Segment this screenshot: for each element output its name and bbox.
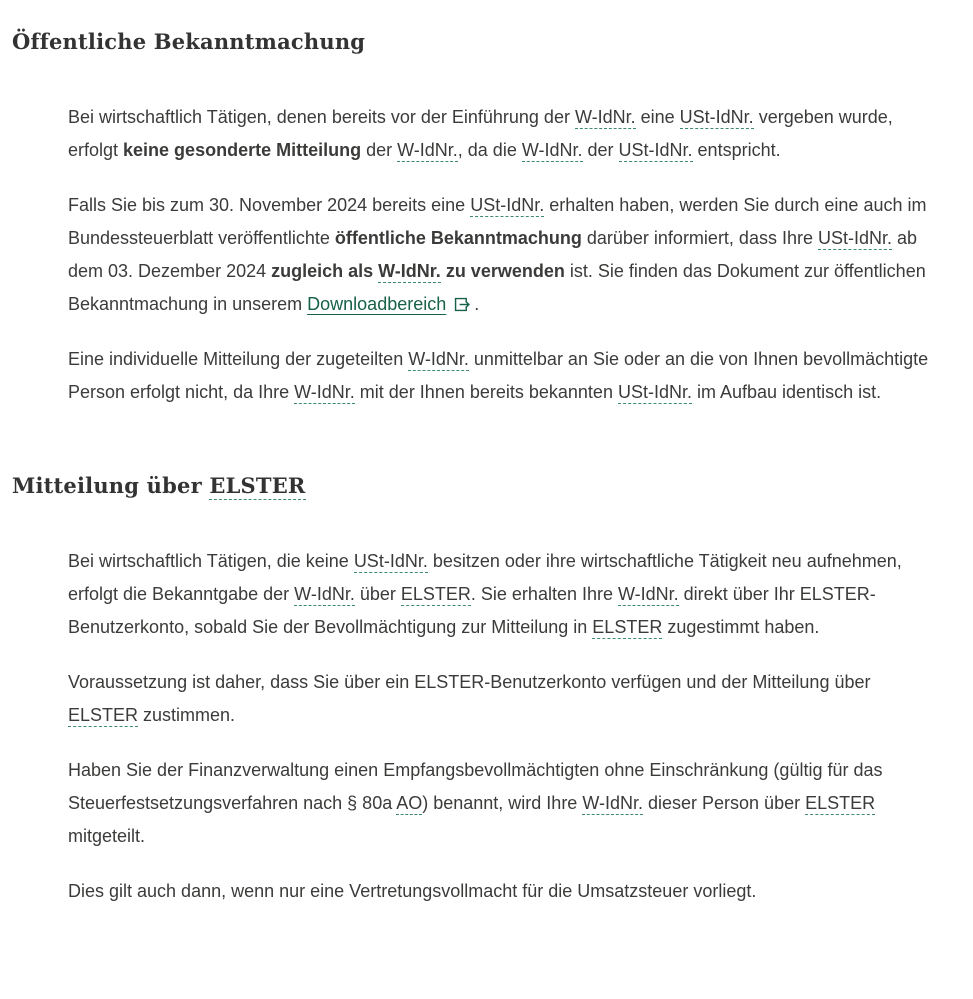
text-run: eine (635, 107, 680, 127)
abbr-ao: AO (396, 793, 423, 813)
abbr-w-idnr: W-IdNr. (521, 140, 583, 160)
section-heading-mitteilung-ueber-elster (12, 473, 947, 499)
text-run: mit der Ihnen bereits bekannten (354, 382, 618, 402)
text-run: erhalten haben, werden Sie durch eine auch im Bundessteuerblatt veröffentlichte (68, 195, 927, 248)
text-run: Voraussetzung ist daher, dass Sie über ein ELSTER-Benutzerkonto verfügen und der Mitteilung über (68, 672, 871, 692)
text-run: öffentliche Bekanntmachung (334, 228, 582, 248)
section-oeffentliche-bekanntmachung (12, 29, 947, 409)
paragraph (68, 666, 945, 732)
abbr-ust-idnr: USt-IdNr. (617, 382, 692, 402)
abbr-elster: ELSTER (68, 705, 139, 725)
text-run: besitzen oder ihre wirtschaftliche Tätigkeit neu aufnehmen, erfolgt die Bekanntgabe der (68, 551, 902, 604)
abbr-w-idnr: W-IdNr. (397, 140, 458, 160)
text-run: ist. Sie finden das Dokument zur öffentlichen Bekanntmachung in unserem (68, 261, 926, 314)
paragraph (68, 875, 945, 908)
paragraph (68, 101, 945, 167)
abbr-w-idnr: W-IdNr. (582, 793, 643, 813)
abbr-w-idnr: W-IdNr. (378, 261, 441, 281)
text-run: dieser Person über (643, 793, 806, 813)
text-run: vergeben wurde, erfolgt (68, 107, 893, 160)
abbr-elster: ELSTER (805, 793, 876, 813)
text-run: direkt über Ihr ELSTER-Benutzerkonto, sobald Sie der Bevollmächtigung zur Mitteilung in (68, 584, 876, 637)
text-run: Bei wirtschaftlich Tätigen, die keine (68, 551, 354, 571)
abbr-w-idnr: W-IdNr. (294, 584, 355, 604)
text-run: ab dem 03. Dezember 2024 (68, 228, 918, 281)
paragraph (68, 754, 945, 853)
text-run: Bei wirtschaftlich Tätigen, denen bereits vor der Einführung der (68, 107, 575, 127)
section-body-mitteilung-ueber-elster (68, 545, 945, 908)
external-link-icon (452, 288, 471, 321)
abbr-ust-idnr: USt-IdNr. (618, 140, 693, 160)
text-run: Eine individuelle Mitteilung der zugeteilten (68, 349, 409, 369)
text-run: , da die (457, 140, 522, 160)
text-run: entspricht. (692, 140, 781, 160)
abbr-ust-idnr: USt-IdNr. (353, 551, 428, 571)
text-run: Dies gilt auch dann, wenn nur eine Vertretungsvollmacht für die Umsatzsteuer vorliegt. (68, 881, 757, 901)
text-run: darüber informiert, dass Ihre (581, 228, 818, 248)
paragraph (68, 343, 945, 409)
text-run: zugestimmt haben. (662, 617, 820, 637)
text-run: über (354, 584, 401, 604)
abbr-w-idnr: W-IdNr. (408, 349, 469, 369)
text-run: zu verwenden (440, 261, 565, 281)
text-run: . Sie erhalten Ihre (470, 584, 618, 604)
text-run: im Aufbau identisch ist. (691, 382, 882, 402)
paragraph (68, 189, 945, 321)
abbr-ust-idnr: USt-IdNr. (679, 107, 754, 127)
section-heading-oeffentliche-bekanntmachung (12, 29, 947, 55)
abbr-w-idnr: W-IdNr. (574, 107, 636, 127)
text-run: ) benannt, wird Ihre (422, 793, 583, 813)
abbr-w-idnr: W-IdNr. (618, 584, 679, 604)
text-run: zustimmen. (138, 705, 236, 725)
text-run: der (582, 140, 619, 160)
text-run: Öffentliche Bekanntmachung (12, 29, 366, 54)
section-body-oeffentliche-bekanntmachung (68, 101, 945, 409)
paragraph (68, 545, 945, 644)
abbr-ust-idnr: USt-IdNr. (470, 195, 545, 215)
abbr-elster: ELSTER (400, 584, 471, 604)
text-run: mitgeteilt. (68, 826, 146, 846)
text-run: . (474, 294, 480, 314)
section-mitteilung-ueber-elster (12, 473, 947, 908)
abbr-elster: ELSTER (592, 617, 663, 637)
abbr-w-idnr: W-IdNr. (294, 382, 355, 402)
text-run: Mitteilung über (12, 473, 210, 498)
abbr-elster: ELSTER (209, 473, 306, 498)
text-run: keine gesonderte Mitteilung (123, 140, 362, 160)
text-run: Haben Sie der Finanzverwaltung einen Empfangsbevollmächtigten ohne Einschränkung (gültig für das Steuerfestsetzungsverfahren nach § 80a (68, 760, 883, 813)
text-run: zugleich als (271, 261, 379, 281)
text-run: der (361, 140, 398, 160)
text-run: unmittelbar an Sie oder an die von Ihnen bevollmächtigte Person erfolgt nicht, da Ihre (68, 349, 929, 402)
text-run: Falls Sie bis zum 30. November 2024 bereits eine (68, 195, 471, 215)
abbr-ust-idnr: USt-IdNr. (817, 228, 892, 248)
download-area-link[interactable]: Downloadbereich (307, 294, 447, 314)
